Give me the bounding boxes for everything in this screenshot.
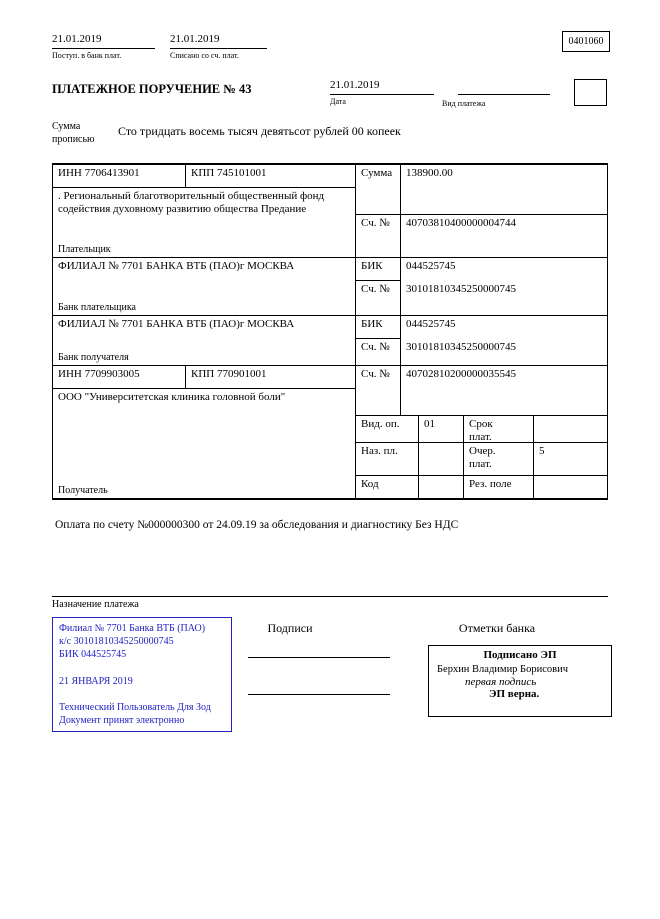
- payer-bank-section-label: Банк плательщика: [58, 302, 136, 313]
- payer-bank-bik-label: БИК: [356, 258, 401, 281]
- payer-bank-bik-row: [356, 258, 607, 281]
- received-date-field: [52, 33, 155, 61]
- stamp-signature-kind: первая подпись: [465, 676, 537, 688]
- payee-inn-cell: [53, 366, 186, 388]
- debited-date-field: [170, 33, 267, 61]
- payee-inn-kpp-row: [53, 366, 355, 389]
- payee-bank-name: ФИЛИАЛ № 7701 БАНКА ВТБ (ПАО)г МОСКВА: [58, 318, 295, 330]
- payer-inn-value: 7706413901: [84, 167, 140, 179]
- payment-kind-line: [458, 79, 550, 95]
- payer-inn-cell: [53, 165, 186, 187]
- op-kind-label: Вид. оп.: [356, 416, 419, 442]
- payee-inn-value: 7709903005: [84, 368, 140, 380]
- payment-table: [52, 163, 608, 500]
- payee-account-value: 40702810200000035545: [406, 368, 516, 380]
- payer-inn-label: ИНН: [58, 167, 82, 179]
- form-code-box: 0401060: [562, 31, 610, 52]
- payment-purpose-text: Оплата по счету №000000300 от 24.09.19 за обследования и диагностику Без НДС: [55, 519, 459, 531]
- payer-account-row: [356, 215, 607, 258]
- payment-kind-box: [574, 79, 607, 106]
- reserve-value: [534, 476, 607, 498]
- payee-bank-bik-row: [356, 316, 607, 339]
- payee-cell: [53, 389, 355, 498]
- amount-row: [356, 165, 607, 215]
- payee-kpp-value: 770901001: [216, 368, 267, 380]
- payer-kpp-label: КПП: [191, 167, 215, 179]
- payee-bank-account-label: Сч. №: [356, 339, 401, 365]
- stamp-bik: БИК 044525745: [59, 649, 127, 661]
- payee-bank-account-value: 30101810345250000745: [406, 341, 516, 353]
- code-label: Код: [356, 476, 419, 498]
- amount-value: 138900.00: [406, 167, 453, 179]
- signatures-title: Подписи: [267, 621, 313, 635]
- debited-date: 21.01.2019: [170, 33, 267, 49]
- payment-kind-label: Вид платежа: [442, 99, 486, 108]
- purpose-label: Назначение платежа: [52, 599, 139, 610]
- document-date: 21.01.2019: [330, 79, 434, 95]
- code-value: [419, 476, 464, 498]
- payee-account-label: Сч. №: [356, 366, 401, 415]
- payee-name: ООО "Университетская клиника головной боли": [58, 391, 286, 403]
- op-kind-row: [356, 416, 607, 443]
- stamp-verified: ЭП верна.: [489, 688, 540, 700]
- code-row: [356, 476, 607, 498]
- amount-words-label: Сумма прописью: [52, 121, 95, 145]
- stamp-status: Документ принят электронно: [59, 714, 185, 726]
- received-date: 21.01.2019: [52, 33, 155, 49]
- order-label: Очер. плат.: [464, 443, 534, 475]
- signature-line-2: [248, 694, 390, 695]
- term-label: Срок плат.: [464, 416, 534, 442]
- debited-date-label: Списано со сч. плат.: [170, 50, 239, 60]
- payer-kpp-value: 745101001: [216, 167, 267, 179]
- bank-marks-title: Отметки банка: [458, 621, 536, 635]
- payee-inn-label: ИНН: [58, 368, 82, 380]
- bank-electronic-stamp: [52, 617, 232, 732]
- payer-bank-account-row: [356, 281, 607, 316]
- payer-bank-cell: [53, 258, 355, 316]
- payer-bank-account-value: 30101810345250000745: [406, 283, 516, 295]
- payee-section-label: Получатель: [58, 485, 108, 496]
- payer-account-label: Сч. №: [356, 215, 401, 257]
- document-date-field: [330, 79, 434, 107]
- payer-cell: [53, 188, 355, 258]
- payer-bank-name: ФИЛИАЛ № 7701 БАНКА ВТБ (ПАО)г МОСКВА: [58, 260, 295, 272]
- payee-kpp-label: КПП: [191, 368, 215, 380]
- table-right-half: [355, 165, 607, 498]
- payee-kpp-cell: [186, 366, 355, 388]
- purpose-code-value: [419, 443, 464, 475]
- payer-account-value: 40703810400000004744: [406, 217, 516, 229]
- payee-bank-account-row: [356, 339, 607, 366]
- order-value: 5: [539, 445, 545, 457]
- table-left-half: [53, 165, 355, 498]
- payee-account-row: [356, 366, 607, 416]
- stamp-date: 21 ЯНВАРЯ 2019: [59, 675, 133, 687]
- purpose-code-label: Наз. пл.: [356, 443, 419, 475]
- payee-bank-bik-value: 044525745: [406, 318, 456, 330]
- payer-bank-account-label: Сч. №: [356, 281, 401, 315]
- payee-bank-section-label: Банк получателя: [58, 352, 129, 363]
- signature-stamp-box: [428, 645, 612, 717]
- amount-label: Сумма: [356, 165, 401, 214]
- payee-bank-bik-label: БИК: [356, 316, 401, 339]
- term-value: [534, 416, 607, 442]
- op-kind-value: 01: [419, 416, 464, 442]
- signature-line-1: [248, 657, 390, 658]
- purpose-code-row: [356, 443, 607, 476]
- payer-name: . Региональный благотворительный общественный фонд содействия духовному развитию общества Предание: [58, 190, 325, 216]
- payer-inn-kpp-row: [53, 165, 355, 188]
- received-date-label: Поступ. в банк плат.: [52, 50, 122, 60]
- payer-bank-bik-value: 044525745: [406, 260, 456, 272]
- amount-words-value: Сто тридцать восемь тысяч девятьсот рублей 00 копеек: [118, 124, 401, 138]
- payer-kpp-cell: [186, 165, 355, 187]
- reserve-label: Рез. поле: [464, 476, 534, 498]
- stamp-signer-name: Берхин Владимир Борисович: [437, 664, 568, 675]
- document-date-label: Дата: [330, 96, 346, 106]
- stamp-title: Подписано ЭП: [483, 649, 557, 661]
- document-title: ПЛАТЕЖНОЕ ПОРУЧЕНИЕ № 43: [52, 82, 252, 96]
- stamp-corr-account: к/с 30101810345250000745: [59, 636, 174, 648]
- payer-section-label: Плательщик: [58, 244, 111, 255]
- purpose-divider: [52, 596, 608, 597]
- stamp-bank-name: Филиал № 7701 Банка ВТБ (ПАО): [59, 623, 206, 634]
- stamp-user: Технический Пользователь Для Зод: [59, 701, 211, 713]
- payee-bank-cell: [53, 316, 355, 366]
